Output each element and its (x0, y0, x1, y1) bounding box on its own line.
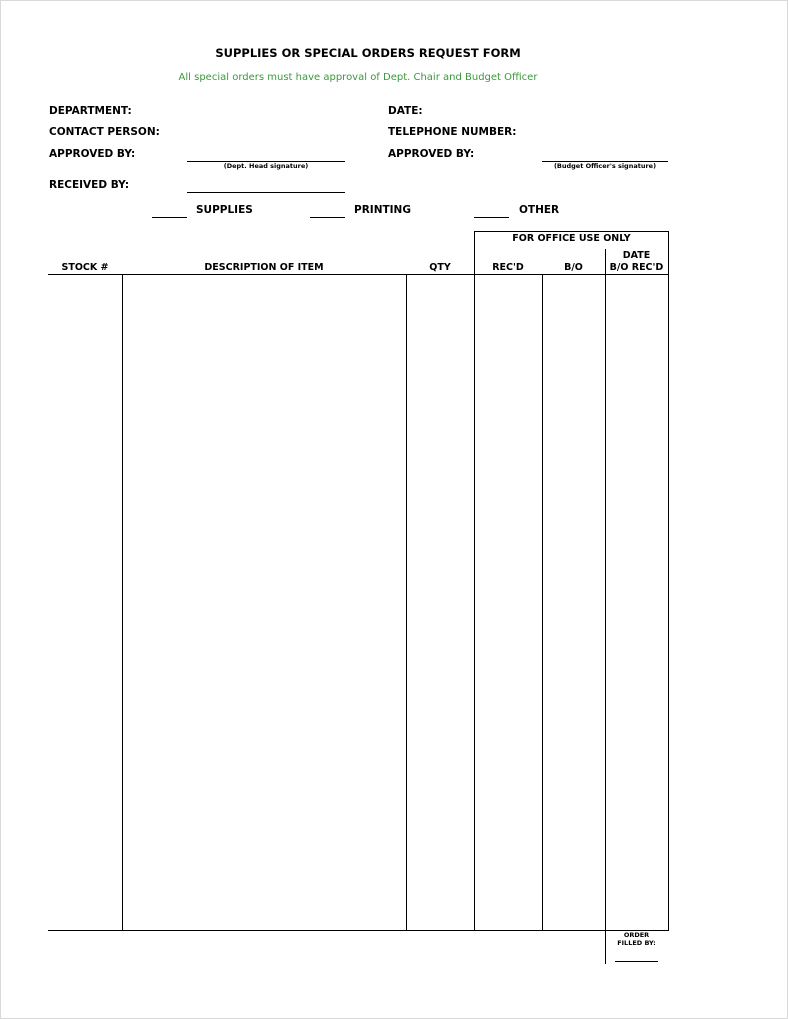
other-label: OTHER (519, 204, 560, 216)
column-header-description: DESCRIPTION OF ITEM (204, 262, 324, 273)
other-check-line[interactable] (474, 217, 509, 218)
order-filled-by-line1: ORDER (623, 931, 650, 939)
received-by-line[interactable] (187, 192, 345, 193)
column-header-recd: REC'D (492, 262, 524, 273)
order-filled-by-line2: FILLED BY: (617, 939, 656, 947)
table-bottom-border (48, 930, 669, 931)
form-subtitle: All special orders must have approval of Dept. Chair and Budget Officer (178, 72, 538, 83)
item-entry-area[interactable] (48, 275, 669, 930)
printing-check-line[interactable] (310, 217, 345, 218)
column-header-stock: STOCK # (61, 262, 109, 273)
date-label: DATE: (388, 105, 423, 117)
printing-label: PRINTING (354, 204, 411, 216)
column-header-date-line2: B/O REC'D (609, 262, 664, 273)
approved-by-left-label: APPROVED BY: (49, 148, 136, 160)
column-header-bo: B/O (564, 262, 583, 273)
received-by-label: RECEIVED BY: (49, 179, 130, 191)
supplies-check-line[interactable] (152, 217, 187, 218)
order-filled-by-signature-line[interactable] (615, 961, 658, 962)
office-use-top-border (474, 231, 669, 232)
column-header-date-line1: DATE (622, 250, 651, 261)
telephone-number-label: TELEPHONE NUMBER: (388, 126, 517, 138)
budget-officer-signature-caption: (Budget Officer's signature) (553, 162, 657, 170)
contact-person-label: CONTACT PERSON: (49, 126, 160, 138)
approved-by-right-label: APPROVED BY: (388, 148, 475, 160)
office-use-only-label: FOR OFFICE USE ONLY (512, 233, 631, 244)
supplies-label: SUPPLIES (196, 204, 253, 216)
column-header-qty: QTY (429, 262, 451, 273)
form-title: SUPPLIES OR SPECIAL ORDERS REQUEST FORM (215, 46, 521, 60)
department-label: DEPARTMENT: (49, 105, 132, 117)
dept-head-signature-caption: (Dept. Head signature) (223, 162, 309, 170)
